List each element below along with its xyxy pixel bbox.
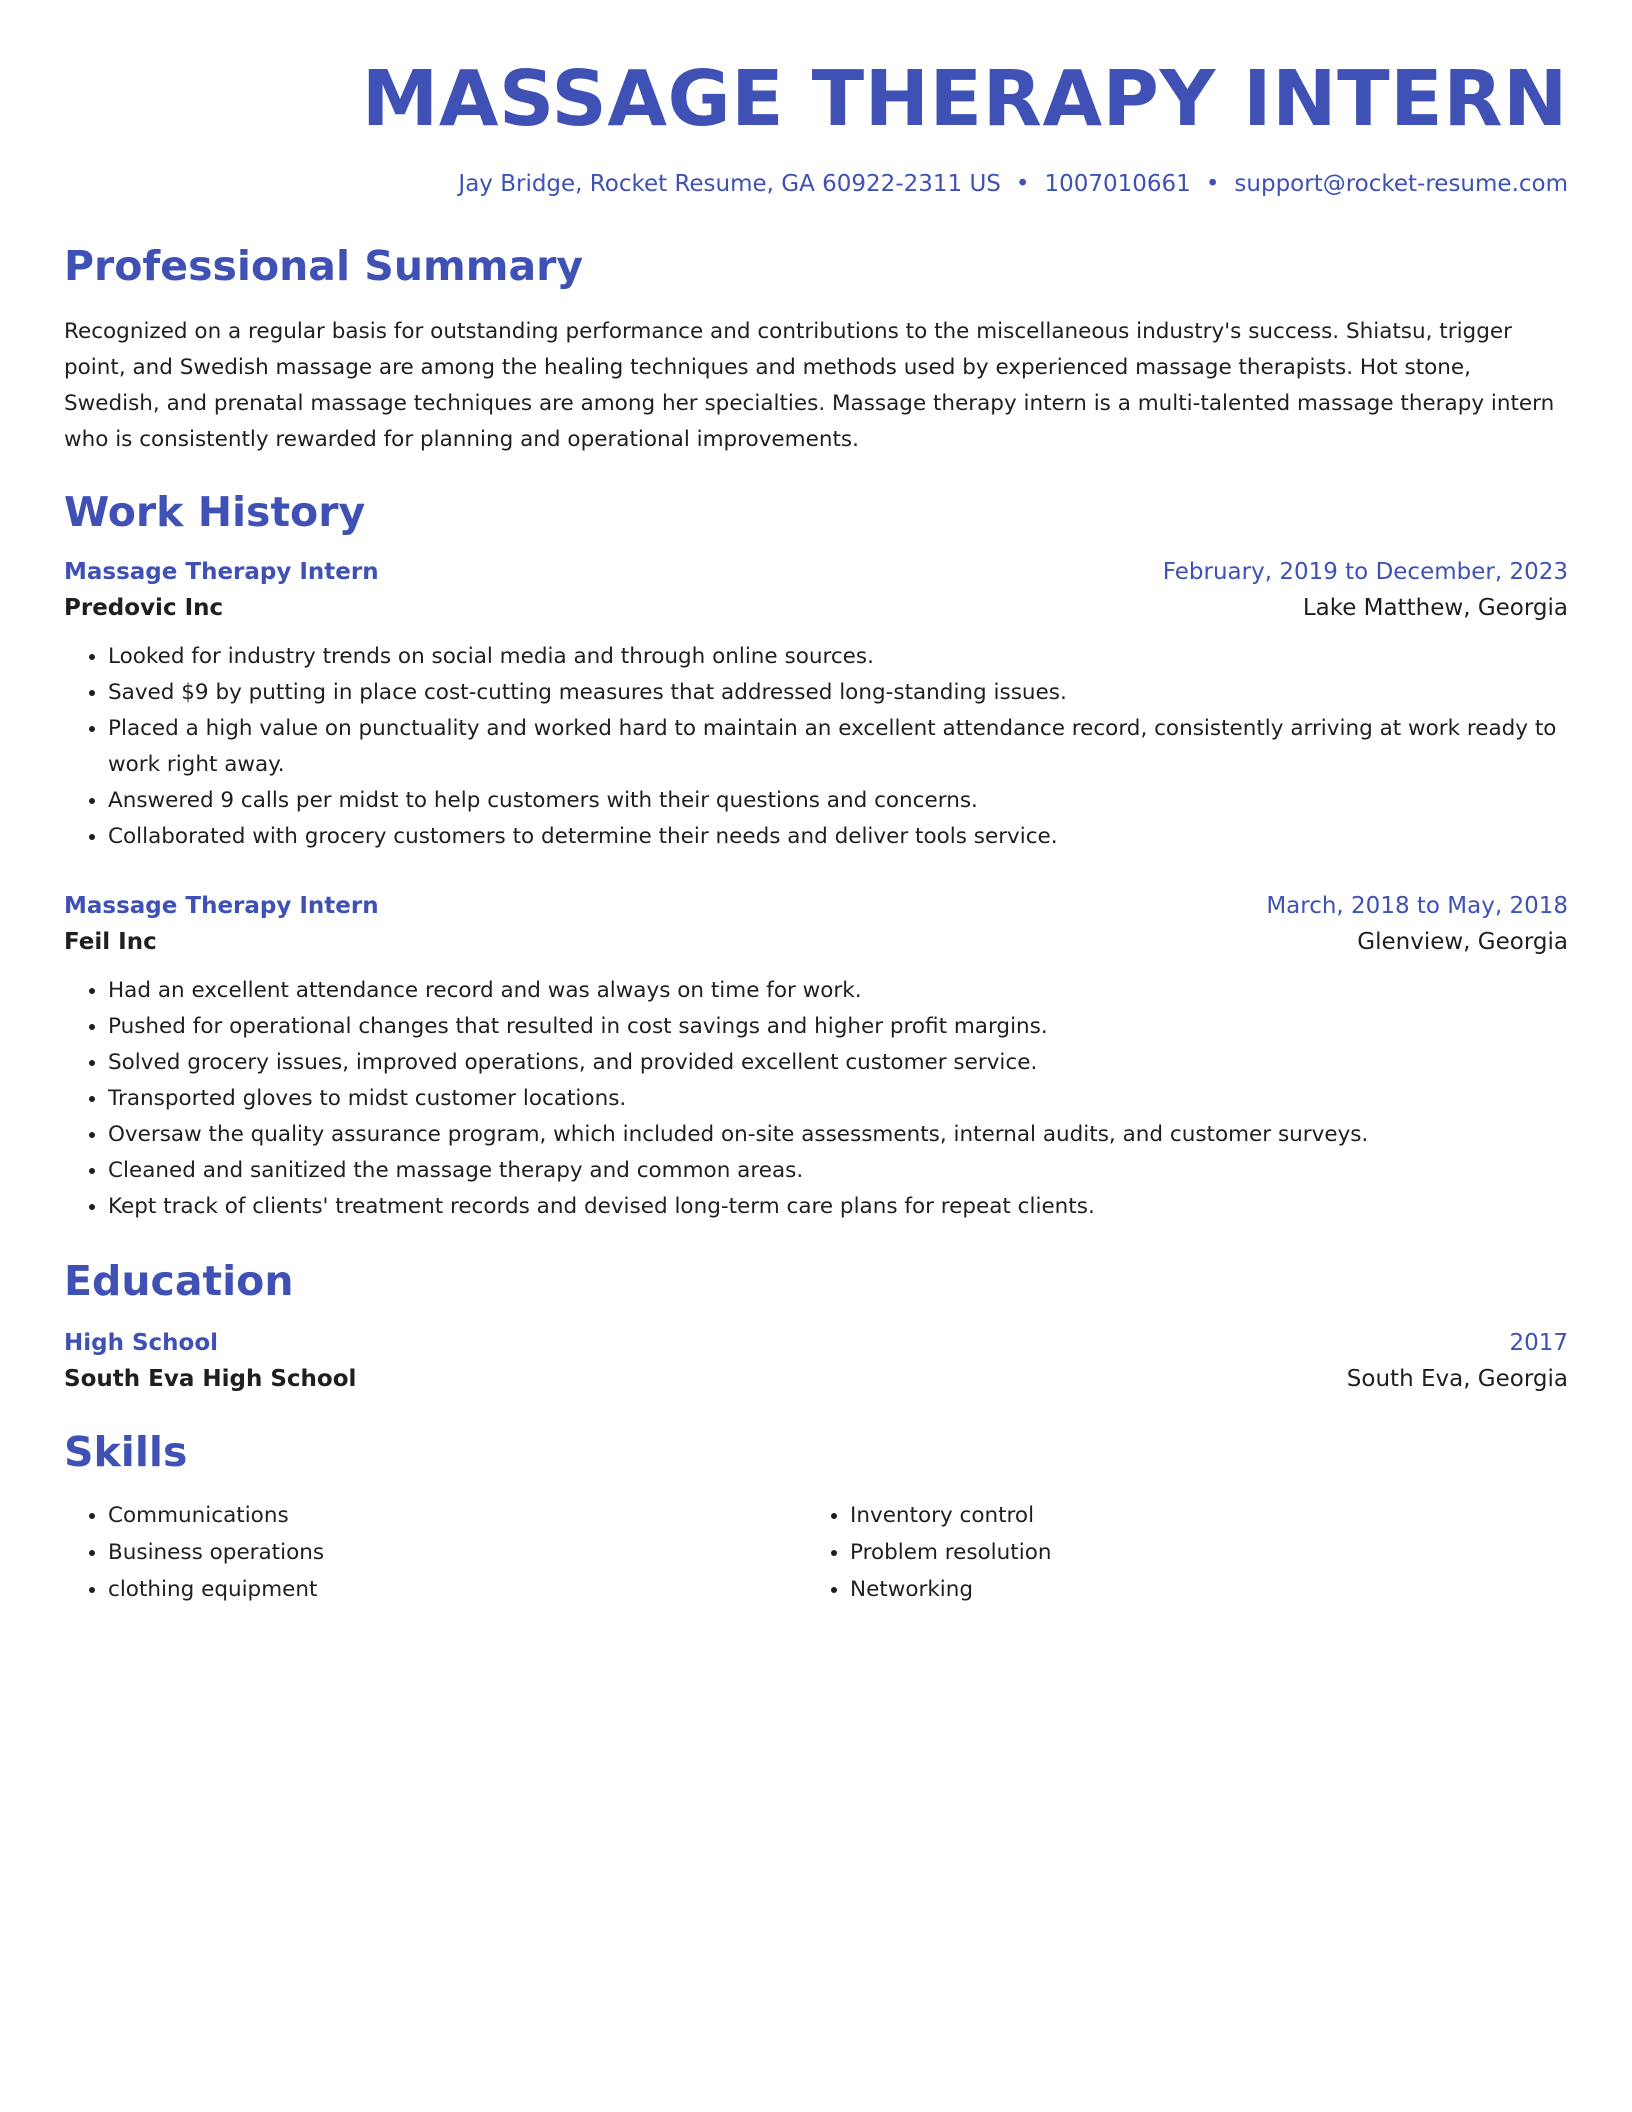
education-entry <box>64 1330 1568 1392</box>
job-bullet: • Solved grocery issues, improved operations, and provided excellent customer service. <box>108 1045 1568 1081</box>
job-company: Feil Inc <box>64 928 157 955</box>
job-role: Massage Therapy Intern <box>64 892 379 919</box>
skill-item: • Business operations <box>108 1534 806 1571</box>
job-bullet: • Looked for industry trends on social media and through online sources. <box>108 639 1568 675</box>
skills-column-right <box>806 1497 1548 1608</box>
job-bullet: • Cleaned and sanitized the massage therapy and common areas. <box>108 1153 1568 1189</box>
contact-separator: • <box>1205 171 1220 198</box>
skill-item: • Networking <box>850 1571 1548 1608</box>
job-bullet: • Answered 9 calls per midst to help customers with their questions and concerns. <box>108 783 1568 819</box>
job-bullet: • Transported gloves to midst customer locations. <box>108 1081 1568 1117</box>
skill-item: • clothing equipment <box>108 1571 806 1608</box>
summary-text: Recognized on a regular basis for outstanding performance and contributions to the miscellaneous industry's success. Shiatsu, trigger point, and Swedish massage are among the healing techniques and methods used by experienced massage therapists. Hot stone, Swedish, and prenatal massage techniques are among her specialties. Massage therapy intern is a multi-talented massage therapy intern who is consistently rewarded for planning and operational improvements. <box>64 318 1555 452</box>
education-degree: High School <box>64 1329 219 1356</box>
job-bullet: • Oversaw the quality assurance program, which included on-site assessments, internal audits, and customer surveys. <box>108 1117 1568 1153</box>
job-dates: March, 2018 to May, 2018 <box>1266 892 1568 919</box>
skill-item: • Inventory control <box>850 1497 1548 1534</box>
education-heading: Education <box>64 1256 294 1305</box>
summary-heading: Professional Summary <box>64 242 584 291</box>
work-history-heading: Work History <box>64 487 366 536</box>
job-location: Lake Matthew, Georgia <box>1302 594 1568 621</box>
contact-address: Jay Bridge, Rocket Resume, GA 60922-2311 US <box>458 171 1001 198</box>
education-year: 2017 <box>1509 1329 1568 1356</box>
job-entry <box>64 559 1568 855</box>
job-role: Massage Therapy Intern <box>64 558 379 585</box>
education-school: South Eva High School <box>64 1365 357 1392</box>
job-bullet: • Had an excellent attendance record and was always on time for work. <box>108 973 1568 1009</box>
job-dates: February, 2019 to December, 2023 <box>1162 558 1568 585</box>
job-bullet: • Saved $9 by putting in place cost-cutting measures that addressed long-standing issues. <box>108 675 1568 711</box>
job-location: Glenview, Georgia <box>1357 928 1568 955</box>
job-company: Predovic Inc <box>64 594 224 621</box>
job-bullet: • Kept track of clients' treatment records and devised long-term care plans for repeat clients. <box>108 1189 1568 1225</box>
resume-page <box>64 40 1568 1608</box>
contact-separator: • <box>1015 171 1030 198</box>
job-bullet: • Pushed for operational changes that resulted in cost savings and higher profit margins. <box>108 1009 1568 1045</box>
job-bullet: • Placed a high value on punctuality and worked hard to maintain an excellent attendance record, consistently arriving at work ready to work right away. <box>108 711 1568 783</box>
job-entry <box>64 893 1568 1225</box>
contact-email[interactable]: support@rocket-resume.com <box>1234 171 1568 198</box>
skills-list <box>64 1497 1568 1608</box>
contact-phone: 1007010661 <box>1044 171 1191 198</box>
job-bullets <box>64 973 1568 1225</box>
skill-item: • Problem resolution <box>850 1534 1548 1571</box>
skill-item: • Communications <box>108 1497 806 1534</box>
skills-heading: Skills <box>64 1427 188 1476</box>
job-bullet: • Collaborated with grocery customers to determine their needs and deliver tools service. <box>108 819 1568 855</box>
job-bullets <box>64 639 1568 855</box>
resume-title: MASSAGE THERAPY INTERN <box>361 55 1568 144</box>
contact-line <box>64 171 1568 197</box>
education-location: South Eva, Georgia <box>1346 1365 1568 1392</box>
skills-column-left <box>64 1497 806 1608</box>
